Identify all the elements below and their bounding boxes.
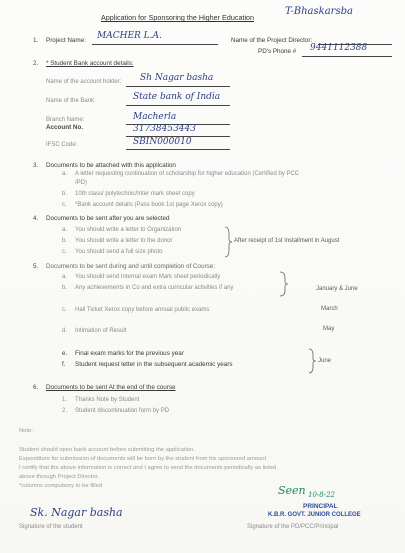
branch-name-label: Branch Name: <box>46 117 85 123</box>
handwritten-name-topright: T-Bhaskarsba <box>285 6 353 17</box>
principal-stamp-line1: PRINCIPAL <box>303 503 338 510</box>
section5-item-mark: c. <box>62 307 67 313</box>
section6-heading: Documents to be sent At the end of the course <box>46 384 176 391</box>
section5-item-text: Hall Ticket Xerox copy before annual public exams <box>75 307 210 313</box>
note-line: above through Project Director. <box>19 474 99 480</box>
section3-item-mark: c. <box>62 202 67 208</box>
student-signature: Sk. Nagar basha <box>30 506 123 519</box>
project-director-label: Name of the Project Director: <box>231 37 313 44</box>
section5-item-text: You should send Internal exam Mark sheet periodically <box>75 274 221 280</box>
ifsc-line <box>126 149 230 150</box>
ifsc-label: IFSC Code: <box>46 142 78 148</box>
phone-line <box>302 56 392 57</box>
section3-number: 3. <box>33 162 39 169</box>
section5-heading: Documents to be sent during and until completion of Course: <box>46 263 216 270</box>
note-line: Expenditure for submission of documents will be born by the student from his sponsored amount <box>19 456 267 462</box>
phone-label: PD's Phone # <box>258 48 297 55</box>
section6-item-mark: 2. <box>62 408 68 414</box>
account-holder-value: Sh Nagar basha <box>140 73 214 83</box>
section4-item-text: You should send a full size photo <box>75 249 163 255</box>
section5-item-text: Final exam marks for the previous year <box>75 350 184 357</box>
note-line: Student should open bank account before submitting the application. <box>19 447 195 453</box>
project-name-value: MACHER L.A. <box>97 31 162 41</box>
principal-stamp-line2: K.B.R. GOVT. JUNIOR COLLEGE <box>268 512 361 518</box>
section4-item-mark: a. <box>62 227 68 233</box>
section5-brace-2 <box>307 348 317 374</box>
section2-number: 2. <box>33 60 39 67</box>
holder-line <box>126 86 230 87</box>
section5-when-1: January & June <box>316 286 358 292</box>
section3-item-text: 10th class/ polytechnic/Inter mark sheet copy <box>75 191 195 197</box>
section4-item-mark: c. <box>62 249 67 255</box>
account-holder-label: Name of the account holder: <box>46 79 122 85</box>
section3-item-mark: a. <box>62 171 68 177</box>
project-name-line <box>92 44 218 45</box>
note-line: *columns compulsory to be filled <box>19 483 103 489</box>
section3-heading: Documents to be attached with this application <box>46 162 176 169</box>
section5-when-2: March <box>321 306 338 312</box>
section5-item-mark: a. <box>62 274 68 280</box>
section6-item-text: Thanks Note by Student <box>75 397 140 403</box>
account-number-value: 31738453443 <box>133 124 196 134</box>
section5-number: 5. <box>33 263 39 270</box>
section6-number: 6. <box>33 384 39 391</box>
ifsc-value: SBIN000010 <box>133 137 192 147</box>
bank-name-label: Name of the Bank: <box>46 98 96 104</box>
section5-item-text: Intimation of Result <box>75 328 127 334</box>
section5-item-text: Any achievements in Co and extra curricular activities if any <box>75 285 234 291</box>
note-line: I certify that the above information is correct and I agree to send the documents periodically as listed <box>19 465 277 471</box>
section3-item-text: *Bank account details (Pass book 1st page Xerox copy) <box>75 202 223 208</box>
section5-item-text: Student request letter in the subsequent academic years <box>75 361 233 368</box>
section3-item-mark: b. <box>62 191 68 197</box>
section4-heading: Documents to be sent after you are selected <box>46 215 170 222</box>
note-label: Note: <box>19 428 33 434</box>
section1-number: 1. <box>33 37 39 44</box>
section5-item-mark: e. <box>62 350 68 357</box>
section4-item-text: You should write a letter to the donor <box>75 238 173 244</box>
section4-brace <box>223 226 233 258</box>
section5-item-mark: f. <box>62 361 66 368</box>
section5-brace-1 <box>278 270 290 298</box>
section3-item-text: /PD) <box>75 180 87 186</box>
section4-number: 4. <box>33 215 39 222</box>
section6-item-mark: 1. <box>62 397 68 403</box>
section3-item-text: A letter requesting continuation of scholarship for higher education (Certified by PCC <box>75 171 300 177</box>
section5-item-mark: d. <box>62 328 68 334</box>
section6-item-text: Student discontinuation form by PD <box>75 408 170 414</box>
section4-note: After receipt of 1st installment in August <box>234 238 340 244</box>
phone-value: 9441112388 <box>310 43 368 53</box>
branch-name-value: Macherla <box>133 112 177 122</box>
pd-signature: Seen <box>278 484 306 497</box>
section4-item-mark: b. <box>62 238 68 244</box>
bank-line <box>126 105 230 106</box>
pd-signature-label: Signature of the PD/PCC/Principal <box>247 524 339 530</box>
section5-item-mark: b. <box>62 285 68 291</box>
pd-signature-date: 10-8-22 <box>308 491 335 499</box>
account-number-label: Account No. <box>46 124 84 131</box>
section5-when-4: June <box>318 358 332 364</box>
bank-details-heading: * Student Bank account details: <box>46 60 134 67</box>
project-name-label: Project Name: <box>46 37 86 44</box>
section5-when-3: May <box>323 326 335 332</box>
form-title: Application for Sponsoring the Higher Education <box>101 13 255 22</box>
bank-name-value: State bank of India <box>133 92 221 102</box>
student-signature-label: Signature of the student <box>19 524 83 530</box>
section4-item-text: You should write a letter to Organization <box>75 227 182 233</box>
